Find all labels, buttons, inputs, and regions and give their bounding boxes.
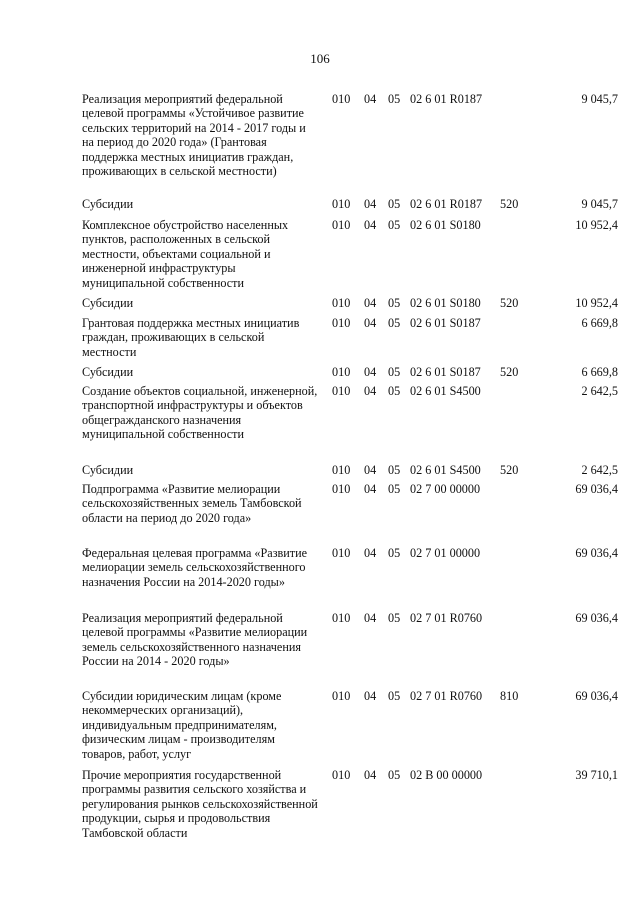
row-target-article: 02 6 01 S0187 [410, 365, 481, 379]
row-name: Реализация мероприятий федеральной целевой программы «Развитие мелиорации земель сельскохозяйственного назначения России на 2014 - 2020 годы» [82, 611, 308, 669]
row-amount: 69 036,4 [575, 611, 618, 625]
row-target-article: 02 7 00 00000 [410, 482, 481, 496]
row-admin-code: 010 [332, 463, 351, 477]
row-admin-code: 010 [332, 365, 351, 379]
row-expense-type: 520 [500, 197, 519, 211]
row-subsection: 05 [388, 296, 401, 310]
row-admin-code: 010 [332, 768, 351, 782]
row-target-article: 02 6 01 S4500 [410, 463, 481, 477]
row-subsection: 05 [388, 197, 401, 211]
row-target-article: 02 6 01 S0180 [410, 218, 481, 232]
row-section: 04 [364, 316, 377, 330]
row-amount: 10 952,4 [575, 218, 618, 232]
row-subsection: 05 [388, 365, 401, 379]
row-name: Грантовая поддержка местных инициатив граждан, проживающих в сельской местности [82, 316, 300, 359]
row-subsection: 05 [388, 482, 401, 496]
row-target-article: 02 7 01 R0760 [410, 611, 483, 625]
row-section: 04 [364, 197, 377, 211]
row-amount: 69 036,4 [575, 482, 618, 496]
row-admin-code: 010 [332, 689, 351, 703]
row-subsection: 05 [388, 463, 401, 477]
row-section: 04 [364, 768, 377, 782]
row-admin-code: 010 [332, 316, 351, 330]
row-name: Субсидии юридическим лицам (кроме некоммерческих организаций), индивидуальным предпринимателям, физическим лицам - производителям товаров, работ, услуг [82, 689, 282, 761]
row-admin-code: 010 [332, 546, 351, 560]
row-admin-code: 010 [332, 92, 351, 106]
row-name: Субсидии [82, 296, 134, 310]
row-amount: 2 642,5 [581, 463, 618, 477]
row-name: Субсидии [82, 365, 134, 379]
row-expense-type: 520 [500, 365, 519, 379]
row-section: 04 [364, 611, 377, 625]
row-name: Субсидии [82, 463, 134, 477]
row-admin-code: 010 [332, 218, 351, 232]
row-name: Субсидии [82, 197, 134, 211]
row-section: 04 [364, 218, 377, 232]
row-amount: 69 036,4 [575, 546, 618, 560]
row-amount: 6 669,8 [581, 365, 618, 379]
row-admin-code: 010 [332, 197, 351, 211]
row-amount: 9 045,7 [581, 197, 618, 211]
row-amount: 69 036,4 [575, 689, 618, 703]
row-amount: 9 045,7 [581, 92, 618, 106]
row-section: 04 [364, 384, 377, 398]
row-name: Комплексное обустройство населенных пунктов, расположенных в сельской местности, объектами социальной и инженерной инфраструктуры муниципальной собственности [82, 218, 289, 290]
row-target-article: 02 7 01 R0760 [410, 689, 483, 703]
row-subsection: 05 [388, 611, 401, 625]
row-expense-type: 810 [500, 689, 519, 703]
row-target-article: 02 6 01 R0187 [410, 197, 483, 211]
row-name: Создание объектов социальной, инженерной, транспортной инфраструктуры и объектов общегражданского назначения муниципальной собственности [82, 384, 318, 442]
row-subsection: 05 [388, 218, 401, 232]
row-section: 04 [364, 296, 377, 310]
row-target-article: 02 6 01 S0180 [410, 296, 481, 310]
row-admin-code: 010 [332, 384, 351, 398]
row-subsection: 05 [388, 768, 401, 782]
row-target-article: 02 6 01 R0187 [410, 92, 483, 106]
row-admin-code: 010 [332, 611, 351, 625]
row-expense-type: 520 [500, 463, 519, 477]
row-admin-code: 010 [332, 482, 351, 496]
row-subsection: 05 [388, 316, 401, 330]
row-amount: 39 710,1 [575, 768, 618, 782]
row-target-article: 02 6 01 S0187 [410, 316, 481, 330]
row-subsection: 05 [388, 384, 401, 398]
row-name: Подпрограмма «Развитие мелиорации сельскохозяйственных земель Тамбовской области на период до 2020 года» [82, 482, 302, 525]
row-name: Реализация мероприятий федеральной целевой программы «Устойчивое развитие сельских территорий на 2014 - 2017 годы и на период до 2020 года» (Грантовая поддержка местных инициатив граждан, проживающих в сельской местности) [82, 92, 306, 179]
page-number: 106 [310, 51, 330, 66]
row-name: Прочие мероприятия государственной программы развития сельского хозяйства и регулирования рынков сельскохозяйственной продукции, сырья и продовольствия Тамбовской области [82, 768, 318, 840]
row-subsection: 05 [388, 546, 401, 560]
row-expense-type: 520 [500, 296, 519, 310]
row-name: Федеральная целевая программа «Развитие мелиорации земель сельскохозяйственного назначения России на 2014-2020 годы» [82, 546, 308, 589]
row-amount: 10 952,4 [575, 296, 618, 310]
row-section: 04 [364, 92, 377, 106]
row-admin-code: 010 [332, 296, 351, 310]
row-section: 04 [364, 689, 377, 703]
row-section: 04 [364, 482, 377, 496]
row-section: 04 [364, 365, 377, 379]
row-section: 04 [364, 463, 377, 477]
row-section: 04 [364, 546, 377, 560]
row-amount: 6 669,8 [581, 316, 618, 330]
row-target-article: 02 7 01 00000 [410, 546, 481, 560]
row-subsection: 05 [388, 689, 401, 703]
row-amount: 2 642,5 [581, 384, 618, 398]
row-target-article: 02 6 01 S4500 [410, 384, 481, 398]
row-subsection: 05 [388, 92, 401, 106]
row-target-article: 02 В 00 00000 [410, 768, 483, 782]
